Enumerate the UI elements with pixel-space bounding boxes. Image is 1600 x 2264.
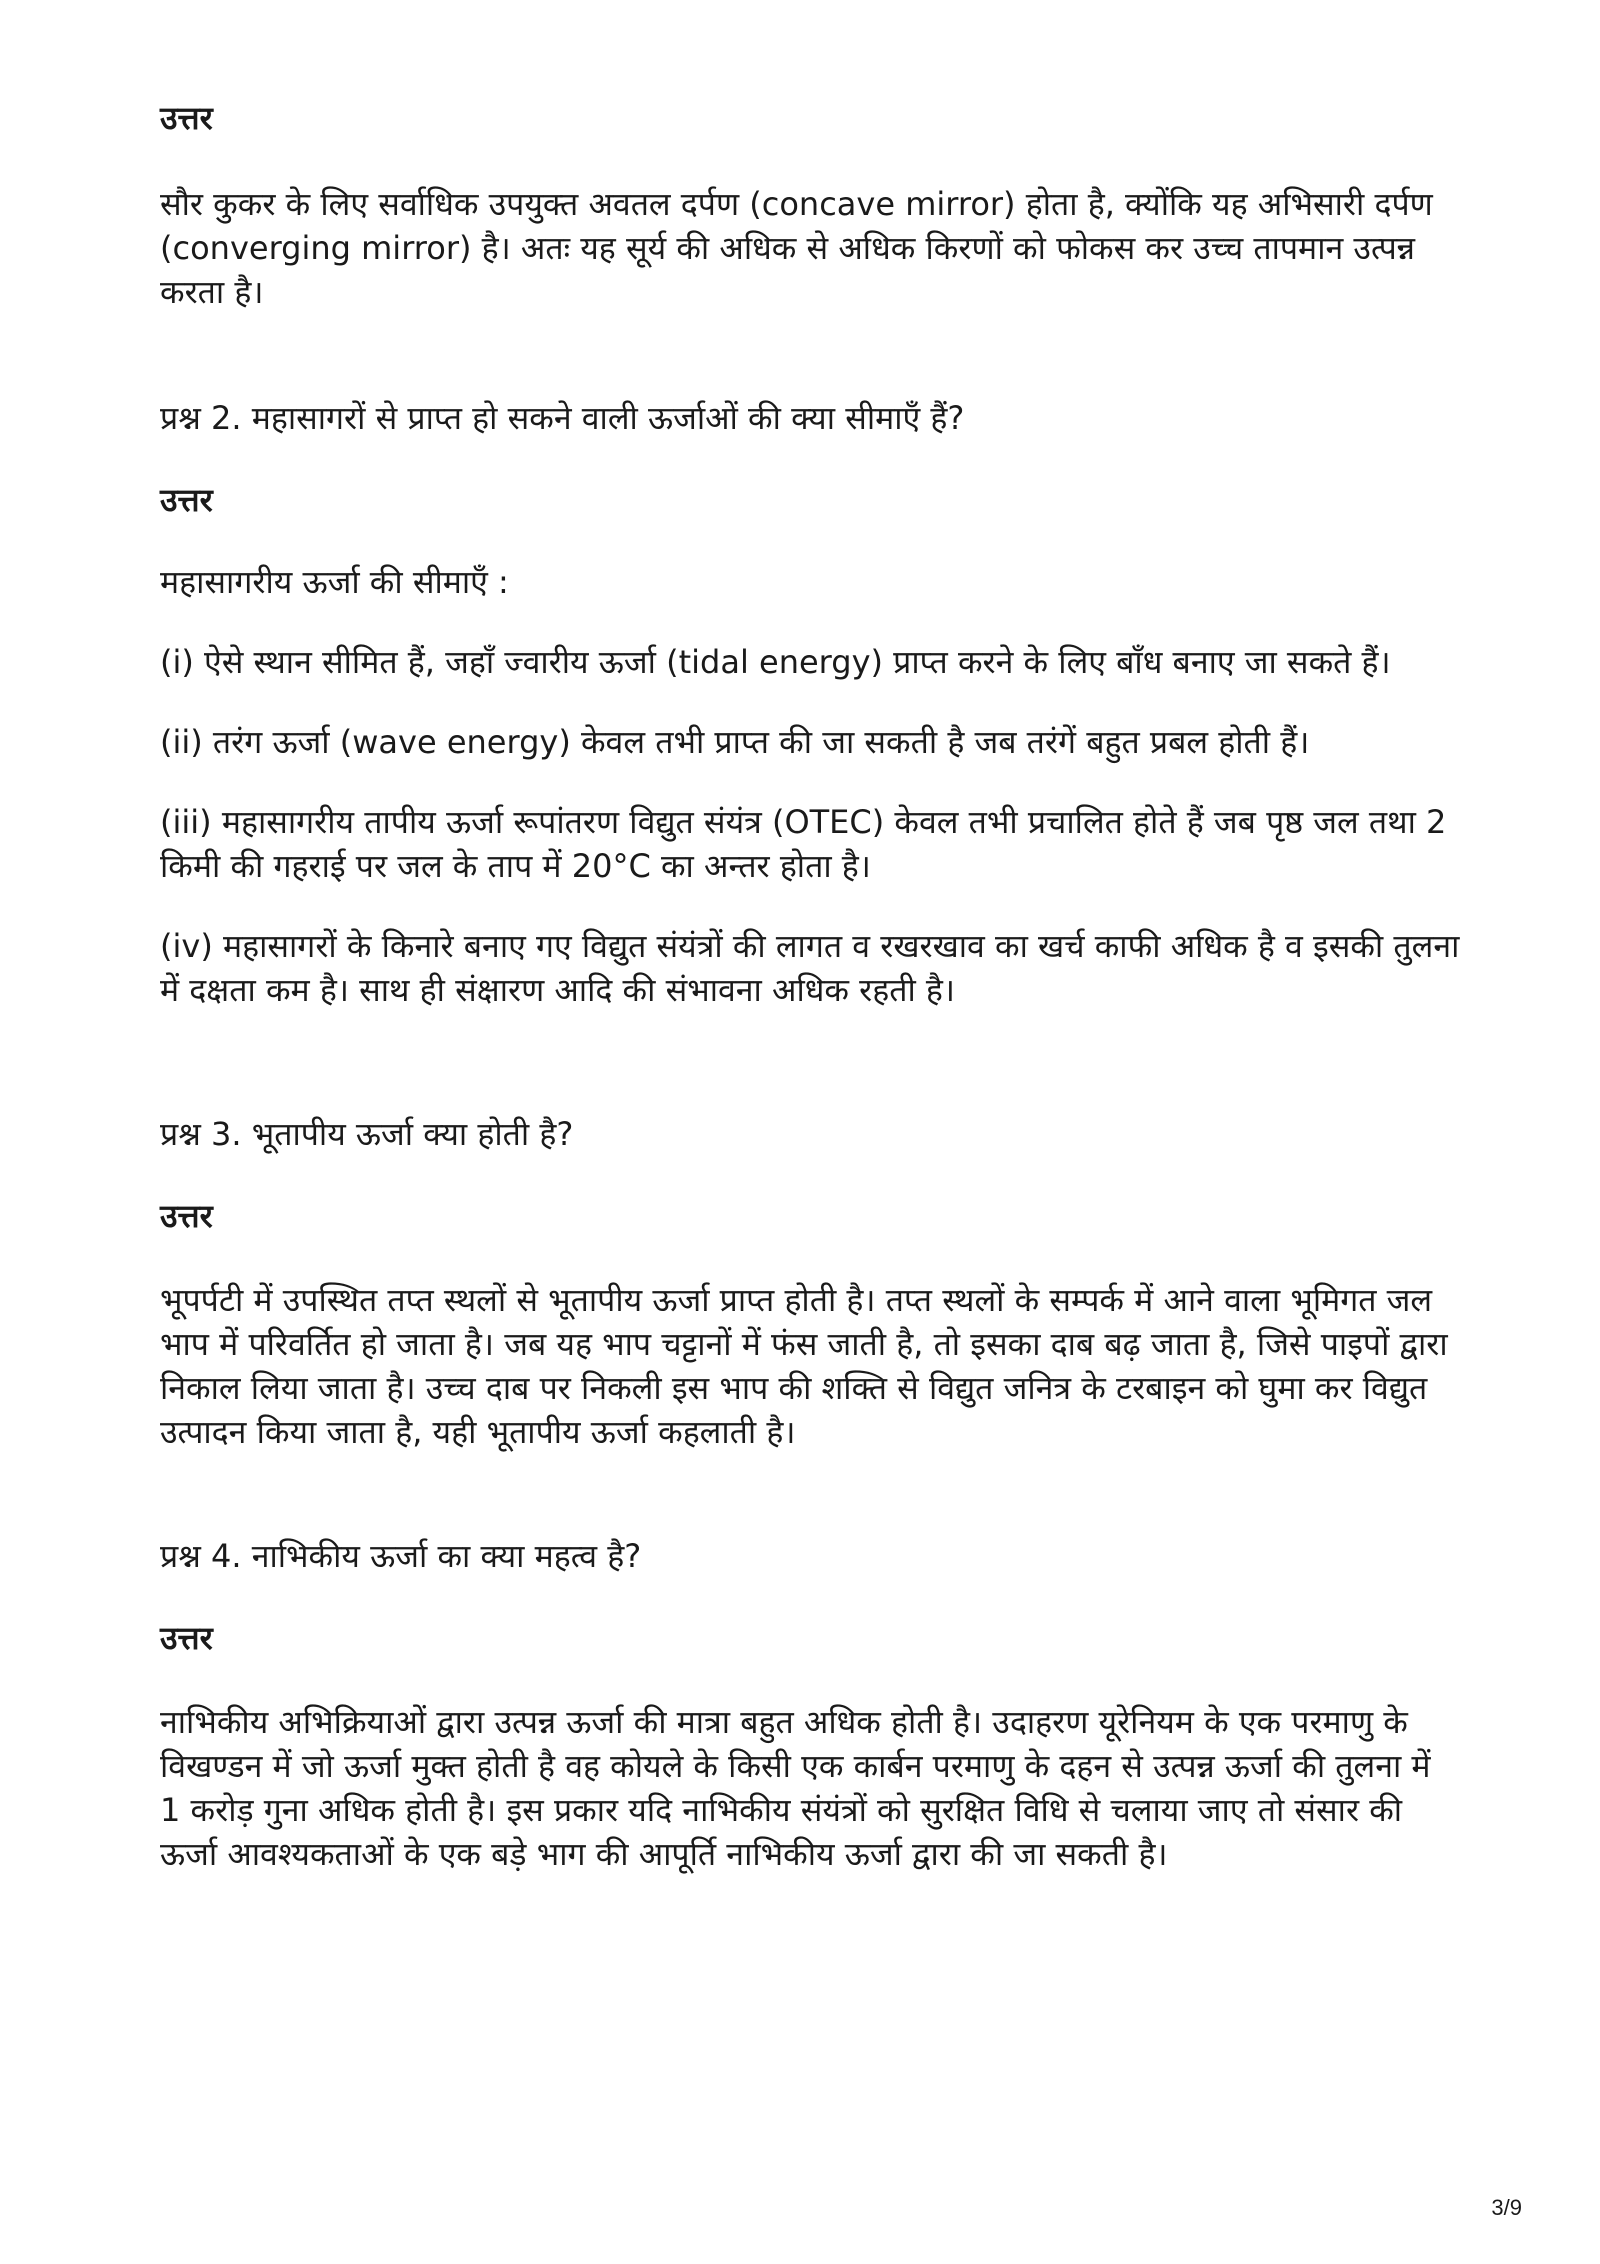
answer-paragraph: भूपर्पटी में उपस्थित तप्त स्थलों से भूतापीय ऊर्जा प्राप्त होती है। तप्त स्थलों के सम्पर्क में आने वाला भूमिगत जल भाप में परिवर्तित हो जाता है। जब यह भाप चट्टानों में फंस जाती है, तो इसका दाब बढ़ जाता है, जिसे पाइपों द्वारा निकाल लिया जाता है। उच्च दाब पर निकली इस भाप की शक्ति से विद्युत जनित्र के टरबाइन को घुमा कर विद्युत उत्पादन किया जाता है, यही भूतापीय ऊर्जा कहलाती है। (160, 1281, 1448, 1451)
question-2: प्रश्न 2. महासागरों से प्राप्त हो सकने वाली ऊर्जाओं की क्या सीमाएँ हैं? (160, 399, 965, 437)
answer-paragraph: सौर कुकर के लिए सर्वाधिक उपयुक्त अवतल दर्पण (concave mirror) होता है, क्योंकि यह अभिसारी दर्पण (converging mirror) है। अतः यह सूर्य की अधिक से अधिक किरणों को फोकस कर उच्च तापमान उत्पन्न करता है। (160, 185, 1433, 311)
answer-intro: महासागरीय ऊर्जा की सीमाएँ : (160, 563, 509, 601)
answer-heading: उत्तर (160, 99, 213, 137)
document-page (160, 96, 1460, 1876)
answer-point: (ii) तरंग ऊर्जा (wave energy) केवल तभी प्राप्त की जा सकती है जब तरंगें बहुत प्रबल होती हैं। (160, 723, 1310, 761)
question-3: प्रश्न 3. भूतापीय ऊर्जा क्या होती है? (160, 1115, 574, 1153)
answer-heading: उत्तर (160, 481, 213, 519)
question-4: प्रश्न 4. नाभिकीय ऊर्जा का क्या महत्व है? (160, 1537, 642, 1575)
answer-point: (iii) महासागरीय तापीय ऊर्जा रूपांतरण विद्युत संयंत्र (OTEC) केवल तभी प्रचालित होते हैं जब पृष्ठ जल तथा 2 किमी की गहराई पर जल के ताप में 20°C का अन्तर होता है। (160, 803, 1447, 885)
answer-heading: उत्तर (160, 1197, 213, 1235)
answer-paragraph: नाभिकीय अभिक्रियाओं द्वारा उत्पन्न ऊर्जा की मात्रा बहुत अधिक होती है। उदाहरण यूरेनियम के एक परमाणु के विखण्डन में जो ऊर्जा मुक्त होती है वह कोयले के किसी एक कार्बन परमाणु के दहन से उत्पन्न ऊर्जा की तुलना में 1 करोड़ गुना अधिक होती है। इस प्रकार यदि नाभिकीय संयंत्रों को सुरक्षित विधि से चलाया जाए तो संसार की ऊर्जा आवश्यकताओं के एक बड़े भाग की आपूर्ति नाभिकीय ऊर्जा द्वारा की जा सकती है। (160, 1703, 1431, 1873)
answer-point: (i) ऐसे स्थान सीमित हैं, जहाँ ज्वारीय ऊर्जा (tidal energy) प्राप्त करने के लिए बाँध बनाए जा सकते हैं। (160, 643, 1391, 681)
page-number: 3/9 (1491, 2195, 1522, 2220)
answer-point: (iv) महासागरों के किनारे बनाए गए विद्युत संयंत्रों की लागत व रखरखाव का खर्च काफी अधिक है व इसकी तुलना में दक्षता कम है। साथ ही संक्षारण आदि की संभावना अधिक रहती है। (160, 927, 1460, 1009)
answer-heading: उत्तर (160, 1619, 213, 1657)
